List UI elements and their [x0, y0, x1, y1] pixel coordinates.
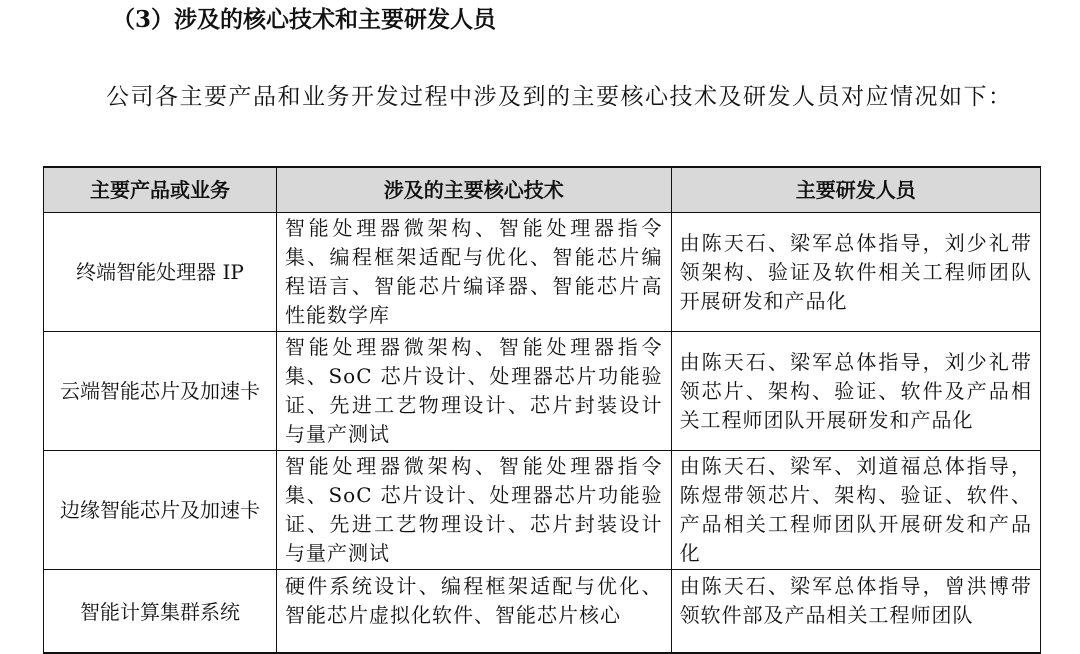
- staff-cell: 由陈天石、梁军总体指导，刘少礼带领芯片、架构、验证、软件及产品相关工程师团队开展研发和产品化: [671, 332, 1040, 451]
- product-cell: 云端智能芯片及加速卡: [44, 332, 277, 451]
- tech-cell: 智能处理器微架构、智能处理器指令集、编程框架适配与优化、智能芯片编程语言、智能芯片编译器、智能芯片高性能数学库: [276, 213, 671, 332]
- tech-cell: 智能处理器微架构、智能处理器指令集、SoC 芯片设计、处理器芯片功能验证、先进工艺物理设计、芯片封装设计与量产测试: [276, 451, 671, 570]
- header-product: 主要产品或业务: [44, 167, 277, 213]
- product-cell: 终端智能处理器 IP: [44, 213, 277, 332]
- tech-cell: 硬件系统设计、编程框架适配与优化、智能芯片虚拟化软件、智能芯片核心: [276, 570, 671, 654]
- product-cell: 智能计算集群系统: [44, 570, 277, 654]
- staff-cell: 由陈天石、梁军总体指导，曾洪博带领软件部及产品相关工程师团队: [671, 570, 1040, 654]
- table-header-row: [44, 167, 1041, 213]
- section-heading: （3）涉及的核心技术和主要研发人员: [112, 6, 497, 33]
- tech-staff-table: [43, 166, 1041, 654]
- header-staff: 主要研发人员: [671, 167, 1040, 213]
- intro-paragraph: 公司各主要产品和业务开发过程中涉及到的主要核心技术及研发人员对应情况如下：: [106, 84, 1013, 110]
- tech-cell: 智能处理器微架构、智能处理器指令集、SoC 芯片设计、处理器芯片功能验证、先进工艺物理设计、芯片封装设计与量产测试: [276, 332, 671, 451]
- staff-cell: 由陈天石、梁军总体指导，刘少礼带领架构、验证及软件相关工程师团队开展研发和产品化: [671, 213, 1040, 332]
- staff-cell: 由陈天石、梁军、刘道福总体指导，陈煜带领芯片、架构、验证、软件、产品相关工程师团队开展研发和产品化: [671, 451, 1040, 570]
- table-row: [44, 570, 1041, 654]
- product-cell: 边缘智能芯片及加速卡: [44, 451, 277, 570]
- header-tech: 涉及的主要核心技术: [276, 167, 671, 213]
- table-row: [44, 213, 1041, 332]
- table-row: [44, 332, 1041, 451]
- table-row: [44, 451, 1041, 570]
